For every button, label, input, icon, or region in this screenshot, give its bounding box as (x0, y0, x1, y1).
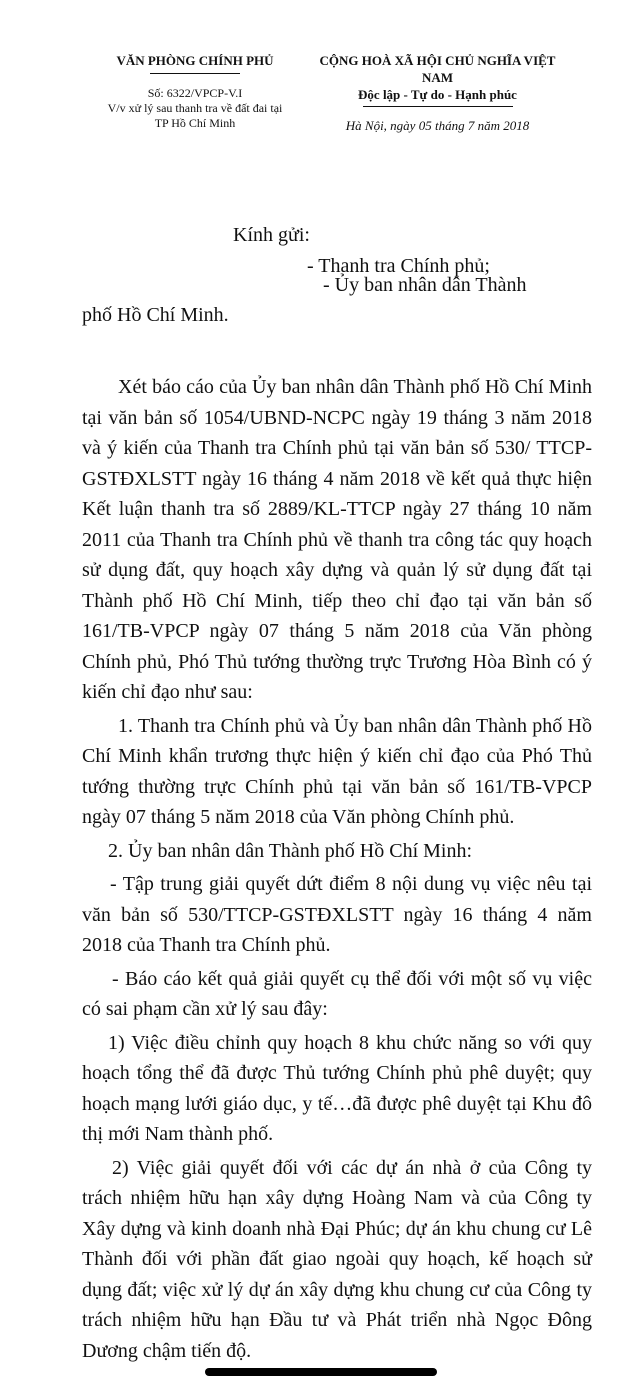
item-1: 1. Thanh tra Chính phủ và Ủy ban nhân dân Thành phố Hồ Chí Minh khẩn trương thực hiện ý kiến chỉ đạo của Phó Thủ tướng thường trực Chính phủ tại văn bản số 161/TB-VPCP ngày 07 tháng 5 năm 2018 của Văn phòng Chính phủ. (82, 714, 592, 828)
agency-name: VĂN PHÒNG CHÍNH PHỦ (116, 53, 274, 68)
recipients-label: Kính gửi: (233, 224, 310, 246)
recipient-2-continued: phố Hồ Chí Minh. (82, 304, 229, 326)
header-right (305, 52, 570, 134)
document-number: Số: 6322/VPCP-V.I (147, 86, 243, 100)
nation-title: CỘNG HOÀ XÃ HỘI CHỦ NGHĨA VIỆT NAM (319, 53, 556, 85)
motto-underline (363, 106, 513, 107)
subject-line-1: V/v xử lý sau thanh tra về đất đai tại (107, 101, 283, 115)
recipient-1: - Thanh tra Chính phủ; (307, 255, 490, 277)
document-body (82, 372, 592, 1366)
bullet-2: - Báo cáo kết quả giải quyết cụ thể đối với một số vụ việc có sai phạm cần xử lý sau đây: (82, 967, 592, 1020)
item-2: 2. Ủy ban nhân dân Thành phố Hồ Chí Minh: (108, 839, 473, 862)
issue-date: Hà Nội, ngày 05 tháng 7 năm 2018 (345, 118, 530, 133)
header-left (100, 52, 290, 131)
bullet-1: - Tập trung giải quyết dứt điểm 8 nội dung vụ việc nêu tại văn bản số 530/TTCP-GSTĐXLSTT ngày 16 tháng 4 năm 2018 của Thanh tra Chính phủ. (82, 873, 592, 956)
recipient-2: - Ủy ban nhân dân Thành (323, 274, 527, 296)
motto: Độc lập - Tự do - Hạnh phúc (358, 87, 517, 102)
home-indicator[interactable] (205, 1368, 437, 1376)
sub-item-1: 1) Việc điều chỉnh quy hoạch 8 khu chức năng so với quy hoạch tổng thể đã được Thủ tướng Chính phủ phê duyệt; quy hoạch mạng lưới giáo dục, y tế…đã được phê duyệt tại Khu đô thị mới Nam thành phố. (82, 1031, 592, 1145)
agency-underline (150, 73, 240, 74)
sub-item-2: 2) Việc giải quyết đối với các dự án nhà ở của Công ty trách nhiệm hữu hạn xây dựng Hoàng Nam và của Công ty Xây dựng và kinh doanh nhà Đại Phúc; dự án khu chung cư Lê Thành đối với phần đất giao ngoài quy hoạch, kế hoạch sử dụng đất; việc xử lý dự án xây dựng khu chung cư của Công ty trách nhiệm hữu hạn Đầu tư và Phát triển nhà Ngọc Đông Dương chậm tiến độ. (82, 1156, 592, 1362)
intro-paragraph: Xét báo cáo của Ủy ban nhân dân Thành phố Hồ Chí Minh tại văn bản số 1054/UBND-NCPC ngày 19 tháng 3 năm 2018 và ý kiến của Thanh tra Chính phủ tại văn bản số 530/ TTCP-GSTĐXLSTT ngày 16 tháng 4 năm 2018 về kết quả thực hiện Kết luận thanh tra số 2889/KL-TTCP ngày 27 tháng 10 năm 2011 của Thanh tra Chính phủ về thanh tra công tác quy hoạch sử dụng đất, quy hoạch xây dựng và quản lý sử dụng đất tại Thành phố Hồ Chí Minh, tiếp theo chỉ đạo tại văn bản số 161/TB-VPCP ngày 07 tháng 5 năm 2018 của Văn phòng Chính phủ, Phó Thủ tướng thường trực Trương Hòa Bình có ý kiến chỉ đạo như sau: (82, 376, 592, 703)
subject-line-2: TP Hồ Chí Minh (154, 116, 236, 130)
